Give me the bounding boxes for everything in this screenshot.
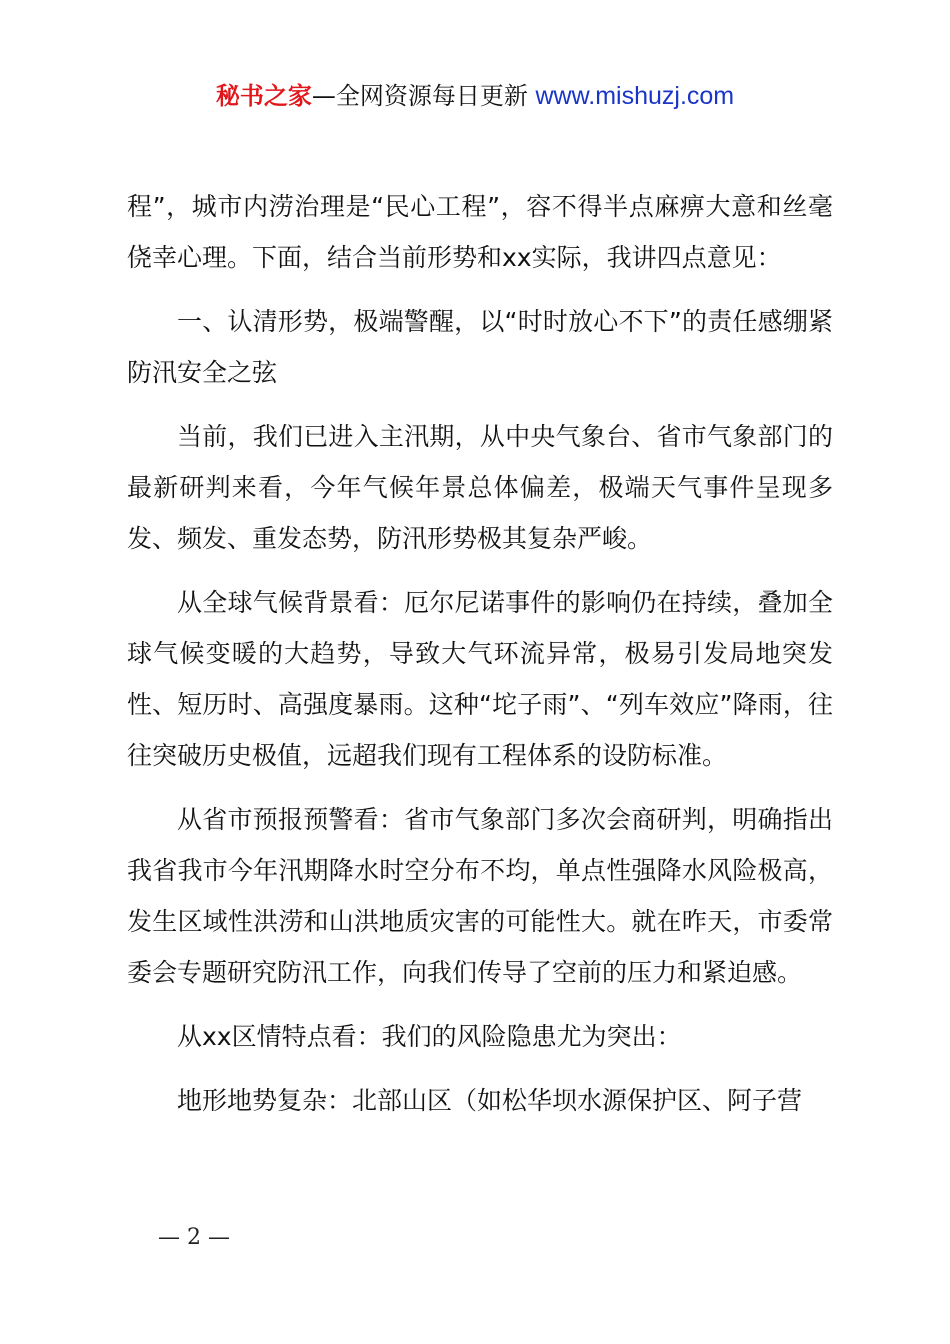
paragraph: 地形地势复杂：北部山区（如松华坝水源保护区、阿子营: [177, 1086, 803, 1115]
page-number: — 2 —: [158, 1225, 230, 1250]
brand-name: 秘书之家: [215, 82, 312, 110]
document-body: [127, 181, 833, 1139]
paragraph: 从全球气候背景看：厄尔尼诺事件的影响仍在持续，叠加全球气候变暖的大趋势，导致大气环流异常，极易引发局地突发性、短历时、高强度暴雨。这种“坨子雨”、“列车效应”降雨，往往突破历史极值，远超我们现有工程体系的设防标准。: [127, 588, 833, 770]
section-heading: 一、认清形势，极端警醒，以“时时放心不下”的责任感绷紧防汛安全之弦: [127, 307, 833, 387]
paragraph: 当前，我们已进入主汛期，从中央气象台、省市气象部门的最新研判来看，今年气候年景总体偏差，极端天气事件呈现多发、频发、重发态势，防汛形势极其复杂严峻。: [127, 422, 833, 553]
site-header: [0, 78, 950, 114]
paragraph: 从省市预报预警看：省市气象部门多次会商研判，明确指出我省我市今年汛期降水时空分布不均，单点性强降水风险极高，发生区域性洪涝和山洪地质灾害的可能性大。就在昨天，市委常委会专题研究防汛工作，向我们传导了空前的压力和紧迫感。: [127, 805, 833, 987]
site-url-link[interactable]: www.mishuzj.com: [535, 82, 735, 110]
paragraph: 从xx区情特点看：我们的风险隐患尤为突出：: [177, 1022, 682, 1051]
header-tagline: —全网资源每日更新: [311, 82, 536, 110]
paragraph-continuation: 程”，城市内涝治理是“民心工程”，容不得半点麻痹大意和丝毫侥幸心理。下面，结合当前形势和xx实际，我讲四点意见：: [127, 192, 833, 272]
